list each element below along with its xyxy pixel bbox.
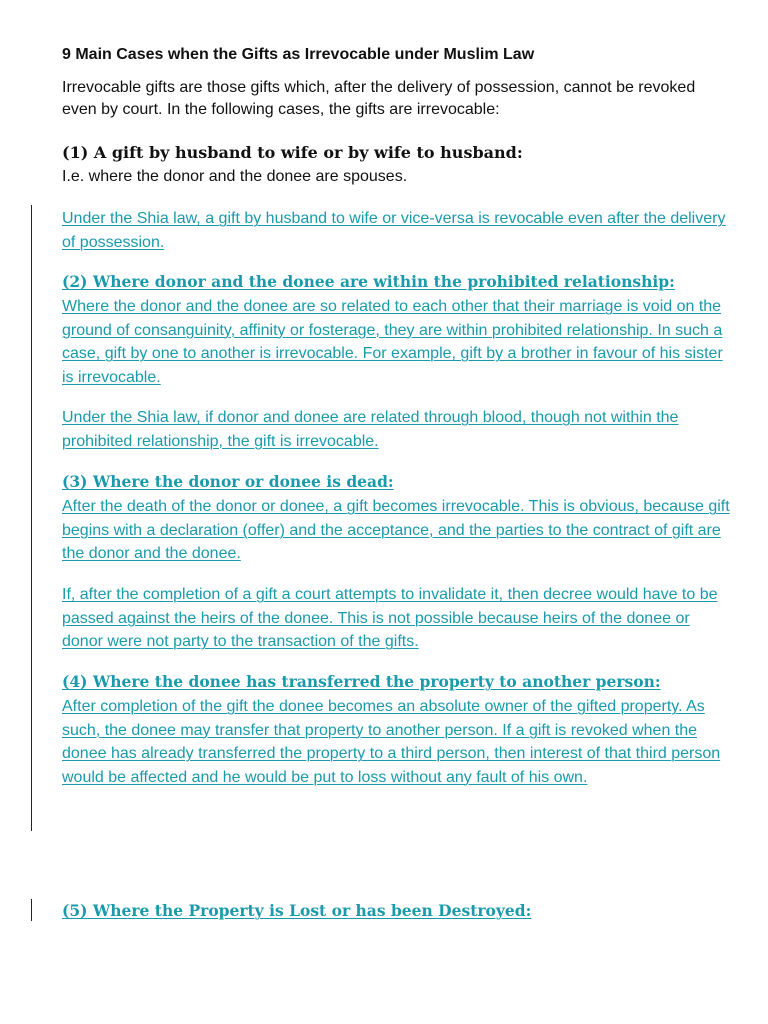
case3-text-link[interactable]: After the death of the donor or donee, a gift becomes irrevocable. This is obvious, because gift begins with a declaration (offer) and the acceptance, and the parties to the contract of gift are the donor and the donee. [62, 498, 730, 562]
case1-text: I.e. where the donor and the donee are spouses. [62, 168, 408, 185]
case5-heading[interactable]: (5) Where the Property is Lost or has been Destroyed: [62, 901, 532, 920]
case4-heading[interactable]: (4) Where the donee has transferred the property to another person: [62, 672, 661, 691]
case3-heading[interactable]: (3) Where the donor or donee is dead: [62, 472, 394, 491]
case2-heading[interactable]: (2) Where donor and the donee are within the prohibited relationship: [62, 272, 675, 291]
case1-heading: (1) A gift by husband to wife or by wife to husband: [62, 143, 523, 162]
case4-text-link[interactable]: After completion of the gift the donee becomes an absolute owner of the gifted property. As such, the donee may transfer that property to another person. If a gift is revoked when the donee has already transferred the property to a third person, then interest of that third person would be affected and he would be put to loss without any fault of his own. [62, 698, 721, 786]
case2-shia-link[interactable]: Under the Shia law, if donor and donee are related through blood, though not within the prohibited relationship, the gift is irrevocable. [62, 409, 679, 450]
margin-change-bar [31, 205, 32, 831]
margin-change-bar-lower [31, 899, 32, 921]
page-title: 9 Main Cases when the Gifts as Irrevocable under Muslim Law [62, 46, 535, 63]
case1-shia-link[interactable]: Under the Shia law, a gift by husband to wife or vice-versa is revocable even after the delivery of possession. [62, 210, 726, 251]
case2-text-link[interactable]: Where the donor and the donee are so related to each other that their marriage is void on the ground of consanguinity, affinity or fosterage, they are within prohibited relationship. In such a case, gift by one to another is irrevocable. For example, gift by a brother in favour of his sister is irrevocable. [62, 298, 723, 386]
intro-paragraph: Irrevocable gifts are those gifts which, after the delivery of possession, cannot be revoked even by court. In the following cases, the gifts are irrevocable: [62, 79, 696, 118]
case3-extra-link[interactable]: If, after the completion of a gift a court attempts to invalidate it, then decree would have to be passed against the heirs of the donee. This is not possible because heirs of the donee or donor were not party to the transaction of the gifts. [62, 586, 718, 650]
